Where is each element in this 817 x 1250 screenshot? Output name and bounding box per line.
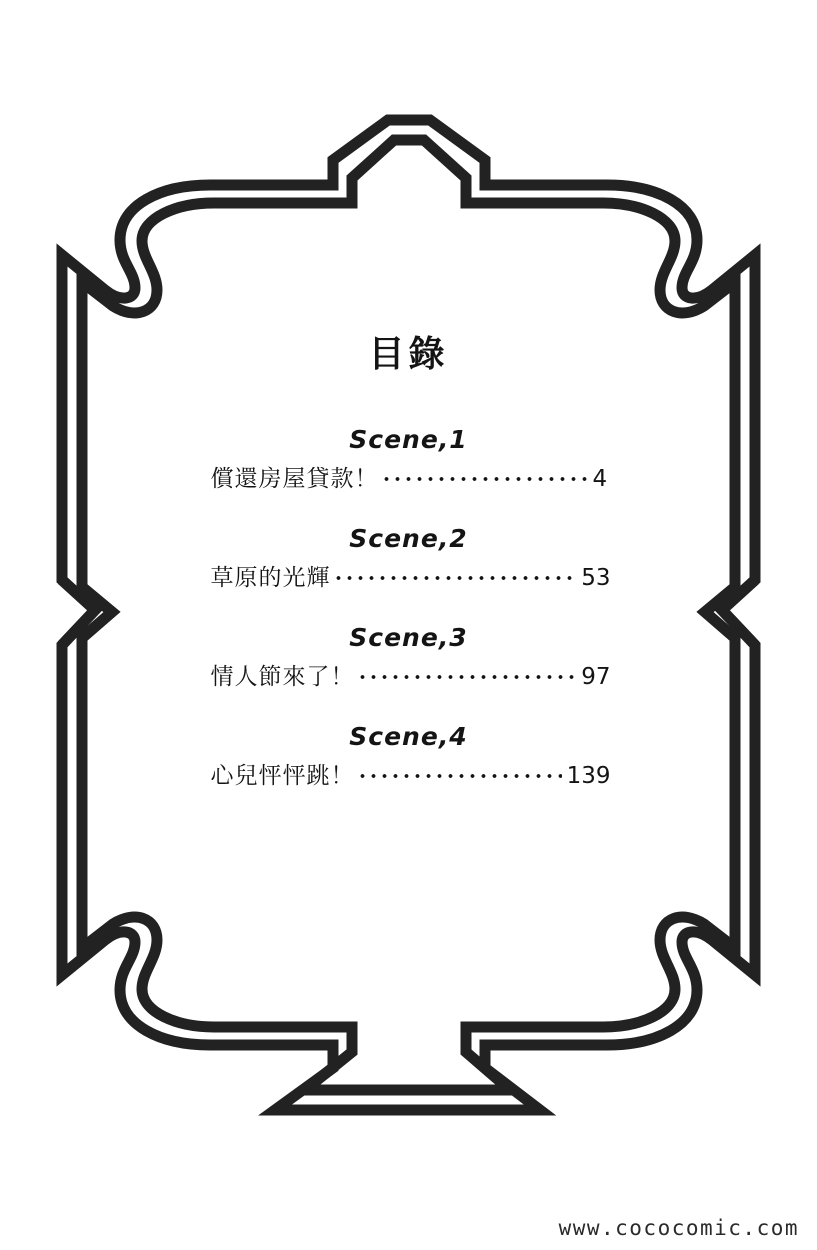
dot-leader [357, 761, 562, 783]
site-watermark: www.cococomic.com [558, 1216, 799, 1240]
scene-label: Scene,2 [349, 524, 468, 553]
entry-page-number: 53 [581, 565, 611, 591]
dot-leader [381, 464, 588, 486]
toc-entry-line [207, 460, 611, 493]
entry-title: 心兒怦怦跳！ [210, 763, 355, 789]
list-item [0, 623, 817, 691]
scene-label: Scene,1 [349, 425, 468, 454]
scene-label: Scene,4 [349, 722, 468, 751]
entry-page-number: 97 [581, 664, 611, 690]
toc-entry-line [207, 658, 611, 691]
list-item [0, 722, 817, 790]
toc-entry-line [207, 559, 611, 592]
page-title: 目錄 [368, 334, 449, 375]
toc-entry-line [207, 757, 611, 790]
list-item [0, 425, 817, 493]
toc-entry-list [0, 425, 817, 821]
list-item [0, 524, 817, 592]
entry-page-number: 139 [566, 763, 611, 789]
dot-leader [333, 563, 577, 585]
dot-leader [357, 662, 577, 684]
entry-title: 情人節來了！ [210, 664, 355, 690]
entry-page-number: 4 [592, 466, 608, 492]
entry-title: 草原的光輝 [210, 565, 331, 591]
scene-label: Scene,3 [349, 623, 468, 652]
entry-title: 償還房屋貸款！ [210, 466, 379, 492]
